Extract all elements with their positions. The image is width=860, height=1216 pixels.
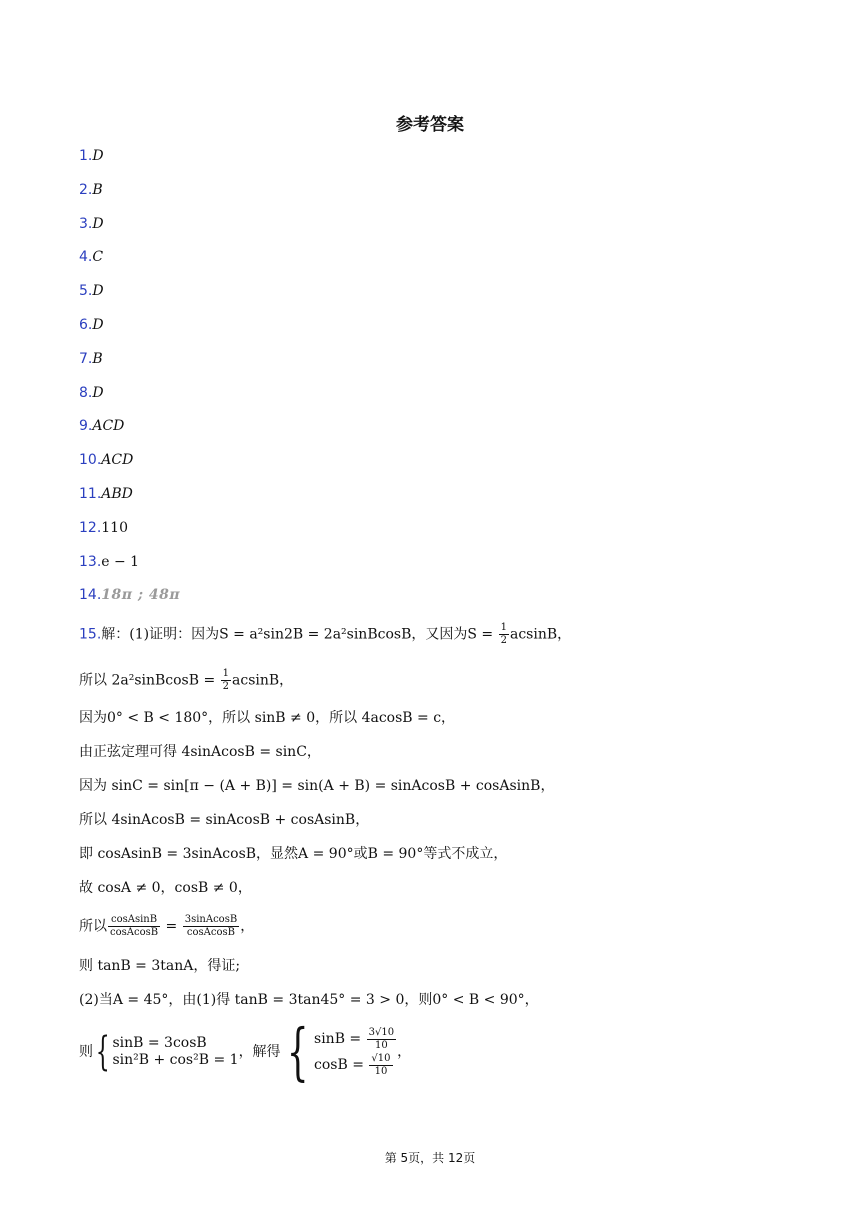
q15-line-12: 则{ sinB = 3cosB sin²B + cos²B = 1 ，解得{ sinB = $\frac{3√10}{10}$ cosB = $\frac{√10}{10}$ ， [79, 1015, 412, 1088]
answer-value: C [92, 249, 104, 266]
answer-value: 110 [101, 519, 128, 536]
answer-row [79, 552, 139, 572]
q15-line-5: 因为 sinC = sin[π − (A + B)] = sin(A + B) = sinAcosB + cosAsinB， [79, 778, 555, 794]
question-number: 5. [79, 283, 93, 300]
q15-line-2: 所以 2a²sinBcosB = $\frac{1}{2}$ acsinB， [79, 668, 294, 692]
page-footer: 第 5页，共 12页 [384, 1151, 476, 1165]
answer-value: ACD [92, 418, 125, 435]
equation-system: sinB = 3cosB sin²B + cos²B = 1 [112, 1035, 239, 1068]
answer-row [79, 214, 104, 234]
question-number: 4. [79, 249, 93, 266]
answer-row [79, 315, 104, 335]
question-number: 7. [79, 350, 93, 367]
answer-value: 18π ; 48π [101, 587, 181, 604]
q15-line-7: 即 cosAsinB = 3sinAcosB，显然A = 90°或B = 90°等式不成立， [79, 846, 508, 862]
answer-value: B [92, 350, 103, 367]
answer-value: ABD [101, 486, 133, 502]
answer-value: D [92, 384, 104, 401]
answer-value: e − 1 [101, 553, 140, 570]
question-number: 11. [79, 486, 102, 502]
question-number: 3. [79, 215, 93, 232]
answer-value: D [92, 283, 104, 300]
fraction-half: $\frac{1}{2}$ [500, 622, 507, 646]
question-number: 10. [79, 452, 102, 469]
left-brace: { [286, 1015, 309, 1088]
question-number: 15. [79, 626, 102, 643]
question-number: 9. [79, 418, 93, 435]
answer-row [79, 484, 133, 504]
answer-row [79, 416, 124, 436]
question-number: 12. [79, 519, 102, 536]
q15-line-1: 15.解：(1)证明：因为S = a²sin2B = 2a²sinBcosB，又因为S = $\frac{1}{2}$ acsinB， [79, 622, 572, 646]
answer-value: D [92, 215, 104, 232]
q15-line-3: 因为0° < B < 180°，所以 sinB ≠ 0，所以 4acosB = c， [79, 710, 456, 726]
q15-line-11: (2)当A = 45°，由(1)得 tanB = 3tan45° = 3 > 0，则0° < B < 90°， [79, 992, 539, 1008]
answer-value: B [92, 181, 103, 198]
question-number: 2. [79, 181, 93, 198]
answer-row [79, 450, 133, 470]
answer-row [79, 247, 103, 267]
fraction-ratio-right: $\frac{\text{3sinAcosB}}{\text{cosAcosB}}$ [184, 914, 238, 938]
page-title: 参考答案 [396, 115, 464, 135]
q15-line-4: 由正弦定理可得 4sinAcosB = sinC， [79, 744, 321, 760]
answer-row [79, 518, 128, 538]
answer-value: D [92, 148, 104, 164]
solution-system: sinB = $\frac{3√10}{10}$ cosB = $\frac{√10}{10}$ [314, 1026, 395, 1077]
question-number: 6. [79, 317, 93, 333]
answer-row [79, 585, 180, 605]
left-brace: { [95, 1029, 110, 1075]
question-number: 14. [79, 587, 102, 604]
q15-line-9: 所以 $\frac{\text{cosAsinB}}{\text{cosAcosB}}$ = $\frac{\text{3sinAcosB}}{\text{cosAcosB}}$ ， [79, 914, 255, 938]
question-number: 13. [79, 553, 102, 570]
q15-line-8: 故 cosA ≠ 0，cosB ≠ 0， [79, 880, 252, 896]
q15-line-10: 则 tanB = 3tanA，得证; [79, 958, 241, 974]
answer-value: ACD [101, 452, 134, 469]
question-number: 8. [79, 384, 93, 401]
q15-line-6: 所以 4sinAcosB = sinAcosB + cosAsinB， [79, 812, 370, 828]
answer-value: D [92, 317, 104, 333]
fraction-ratio-left: $\frac{\text{cosAsinB}}{\text{cosAcosB}}$ [110, 914, 159, 938]
fraction-half: $\frac{1}{2}$ [222, 668, 230, 692]
answer-row [79, 349, 103, 369]
answer-row [79, 180, 103, 200]
question-number: 1. [79, 148, 93, 164]
answer-row [79, 146, 104, 166]
answer-row [79, 383, 104, 403]
answer-row [79, 281, 104, 301]
